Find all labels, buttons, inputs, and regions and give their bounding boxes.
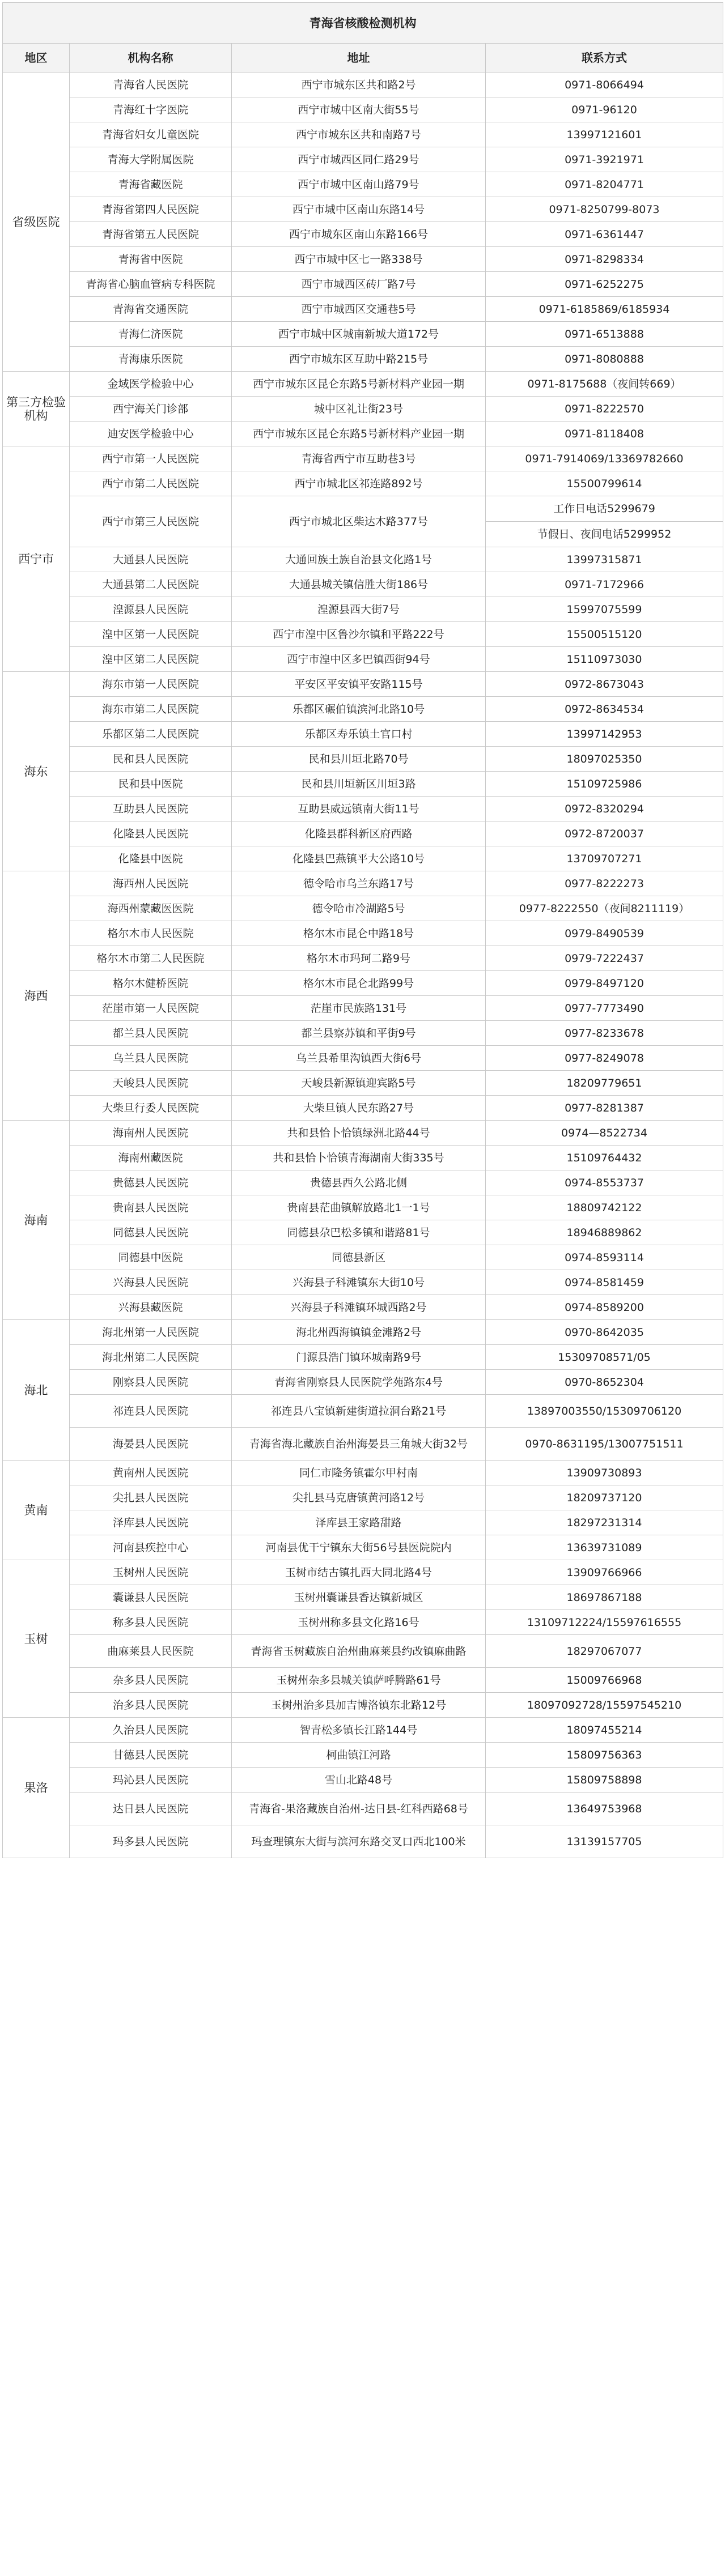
institution-name: 刚察县人民医院 (70, 1370, 232, 1395)
institution-contact: 0972-8673043 (486, 672, 723, 697)
table-row (3, 397, 723, 421)
institution-contact: 13639731089 (486, 1535, 723, 1560)
contact-holiday: 节假日、夜间电话5299952 (486, 521, 723, 547)
institution-contact: 0977-8222273 (486, 871, 723, 896)
contact-workday: 工作日电话5299679 (553, 503, 655, 515)
institution-contact: 18209779651 (486, 1071, 723, 1096)
institution-address: 城中区礼让街23号 (232, 397, 486, 421)
table-row (3, 722, 723, 747)
table-row (3, 122, 723, 147)
institution-contact: 0974-8589200 (486, 1295, 723, 1320)
table-row (3, 1270, 723, 1295)
table-row (3, 996, 723, 1021)
institution-name: 西宁市第三人民医院 (70, 496, 232, 547)
table-row (3, 672, 723, 697)
institution-name: 格尔木市人民医院 (70, 921, 232, 946)
institution-name: 青海省第四人民医院 (70, 197, 232, 222)
institution-address: 柯曲镇江河路 (232, 1743, 486, 1768)
institution-contact: 18097025350 (486, 747, 723, 772)
table-row (3, 1428, 723, 1461)
institution-name: 湟源县人民医院 (70, 597, 232, 622)
institution-contact: 0979-8490539 (486, 921, 723, 946)
institution-contact: 0971-6252275 (486, 272, 723, 297)
institution-address: 大柴旦镇人民东路27号 (232, 1096, 486, 1121)
table-row (3, 1792, 723, 1825)
table-row (3, 1096, 723, 1121)
table-row (3, 1510, 723, 1535)
table-row (3, 1825, 723, 1858)
institution-address: 门源县浩门镇环城南路9号 (232, 1345, 486, 1370)
institution-name: 大柴旦行委人民医院 (70, 1096, 232, 1121)
institution-contact: 0971-8204771 (486, 172, 723, 197)
table-row (3, 1021, 723, 1046)
institution-address: 西宁市城中区南大街55号 (232, 97, 486, 122)
institution-address: 乐都区寿乐镇土官口村 (232, 722, 486, 747)
institution-contact: 0977-7773490 (486, 996, 723, 1021)
institution-contact: 15809758898 (486, 1768, 723, 1792)
institution-name: 青海省中医院 (70, 247, 232, 272)
institution-name: 青海仁济医院 (70, 322, 232, 347)
institution-name: 青海省心脑血管病专科医院 (70, 272, 232, 297)
institution-address: 化隆县巴燕镇平大公路10号 (232, 846, 486, 871)
institution-address: 玉树州称多县文化路16号 (232, 1610, 486, 1635)
region-cell: 省级医院 (3, 73, 70, 372)
institution-contact: 0977-8281387 (486, 1096, 723, 1121)
table-row (3, 1046, 723, 1071)
institution-address: 大通回族土族自治县文化路1号 (232, 547, 486, 572)
institution-contact: 0971-8066494 (486, 73, 723, 97)
table-row (3, 896, 723, 921)
region-cell: 海东 (3, 672, 70, 871)
institution-contact: 18946889862 (486, 1220, 723, 1245)
institution-name: 泽库县人民医院 (70, 1510, 232, 1535)
institution-name: 祁连县人民医院 (70, 1395, 232, 1428)
institution-address: 西宁市城中区南山路79号 (232, 172, 486, 197)
institution-contact: 15309708571/05 (486, 1345, 723, 1370)
institution-address: 西宁市城北区祁连路892号 (232, 471, 486, 496)
institution-contact: 0970-8631195/13007751511 (486, 1428, 723, 1461)
institution-name: 湟中区第一人民医院 (70, 622, 232, 647)
table-row (3, 1461, 723, 1485)
region-cell: 第三方检验机构 (3, 372, 70, 446)
institution-address: 兴海县子科滩镇东大街10号 (232, 1270, 486, 1295)
table-row (3, 1195, 723, 1220)
institution-name: 格尔木市第二人民医院 (70, 946, 232, 971)
institution-name: 迪安医学检验中心 (70, 421, 232, 446)
institution-address: 西宁市城中区城南新城大道172号 (232, 322, 486, 347)
institution-contact: 15110973030 (486, 647, 723, 672)
institution-address: 同德县新区 (232, 1245, 486, 1270)
institution-contact (486, 496, 723, 547)
institution-contact: 0974—8522734 (486, 1121, 723, 1146)
institution-address: 青海省-果洛藏族自治州-达日县-红科西路68号 (232, 1792, 486, 1825)
institution-contact: 0970-8642035 (486, 1320, 723, 1345)
institution-address: 青海省海北藏族自治州海晏县三角城大街32号 (232, 1428, 486, 1461)
institution-contact: 13109712224/15597616555 (486, 1610, 723, 1635)
institution-name: 玛多县人民医院 (70, 1825, 232, 1858)
table-row (3, 1370, 723, 1395)
institution-contact: 15109764432 (486, 1146, 723, 1170)
region-cell: 玉树 (3, 1560, 70, 1718)
table-row (3, 322, 723, 347)
table-row (3, 247, 723, 272)
region-cell: 西宁市 (3, 446, 70, 672)
institution-contact: 0971-8298334 (486, 247, 723, 272)
institution-address: 茫崖市民族路131号 (232, 996, 486, 1021)
table-row (3, 1295, 723, 1320)
institution-name: 囊谦县人民医院 (70, 1585, 232, 1610)
institution-name: 茫崖市第一人民医院 (70, 996, 232, 1021)
table-row (3, 622, 723, 647)
table-row (3, 421, 723, 446)
institution-contact: 18097455214 (486, 1718, 723, 1743)
institution-address: 玉树市结古镇扎西大同北路4号 (232, 1560, 486, 1585)
institution-address: 德令哈市乌兰东路17号 (232, 871, 486, 896)
institution-address: 西宁市城东区共和南路7号 (232, 122, 486, 147)
institution-name: 青海省交通医院 (70, 297, 232, 322)
testing-institutions-table (2, 2, 723, 1858)
institution-name: 湟中区第二人民医院 (70, 647, 232, 672)
institution-name: 西宁市第一人民医院 (70, 446, 232, 471)
institution-name: 曲麻莱县人民医院 (70, 1635, 232, 1668)
table-row (3, 297, 723, 322)
institution-address: 西宁市城东区南山东路166号 (232, 222, 486, 247)
institution-contact: 0971-96120 (486, 97, 723, 122)
header-row (3, 44, 723, 73)
institution-name: 互助县人民医院 (70, 797, 232, 821)
institution-contact: 0979-8497120 (486, 971, 723, 996)
institution-address: 格尔木市昆仑北路99号 (232, 971, 486, 996)
institution-address: 泽库县王家路甜路 (232, 1510, 486, 1535)
table-row (3, 372, 723, 397)
institution-contact: 15997075599 (486, 597, 723, 622)
institution-contact: 0979-7222437 (486, 946, 723, 971)
institution-address: 平安区平安镇平安路115号 (232, 672, 486, 697)
institution-contact: 13997121601 (486, 122, 723, 147)
institution-name: 青海红十字医院 (70, 97, 232, 122)
institution-name: 大通县人民医院 (70, 547, 232, 572)
institution-contact: 0974-8593114 (486, 1245, 723, 1270)
institution-address: 乌兰县希里沟镇西大街6号 (232, 1046, 486, 1071)
institution-name: 海西州人民医院 (70, 871, 232, 896)
institution-contact: 0974-8553737 (486, 1170, 723, 1195)
institution-contact: 18809742122 (486, 1195, 723, 1220)
table-row (3, 871, 723, 896)
institution-contact: 18297067077 (486, 1635, 723, 1668)
institution-name: 青海省妇女儿童医院 (70, 122, 232, 147)
institution-name: 化隆县人民医院 (70, 821, 232, 846)
institution-address: 西宁市城西区同仁路29号 (232, 147, 486, 172)
institution-contact: 0971-8118408 (486, 421, 723, 446)
table-row (3, 172, 723, 197)
institution-address: 玉树州治多县加吉博洛镇东北路12号 (232, 1693, 486, 1718)
table-row (3, 1610, 723, 1635)
institution-name: 西宁市第二人民医院 (70, 471, 232, 496)
region-cell: 果洛 (3, 1718, 70, 1858)
table-row (3, 73, 723, 97)
table-row (3, 1395, 723, 1428)
institution-contact: 13997315871 (486, 547, 723, 572)
institution-contact: 0971-6513888 (486, 322, 723, 347)
institution-address: 雪山北路48号 (232, 1768, 486, 1792)
institution-contact: 0972-8634534 (486, 697, 723, 722)
table-row (3, 1718, 723, 1743)
institution-name: 海晏县人民医院 (70, 1428, 232, 1461)
institution-address: 祁连县八宝镇新建街道拉洞台路21号 (232, 1395, 486, 1428)
institution-contact: 0971-6185869/6185934 (486, 297, 723, 322)
institution-address: 西宁市湟中区多巴镇西街94号 (232, 647, 486, 672)
table-row (3, 1146, 723, 1170)
institution-address: 青海省西宁市互助巷3号 (232, 446, 486, 471)
table-row (3, 446, 723, 471)
institution-name: 青海省藏医院 (70, 172, 232, 197)
institution-name: 大通县第二人民医院 (70, 572, 232, 597)
institution-name: 金域医学检验中心 (70, 372, 232, 397)
table-row (3, 1071, 723, 1096)
table-row (3, 272, 723, 297)
table-row (3, 1585, 723, 1610)
institution-name: 贵南县人民医院 (70, 1195, 232, 1220)
institution-name: 青海康乐医院 (70, 347, 232, 372)
institution-name: 治多县人民医院 (70, 1693, 232, 1718)
table-row (3, 1668, 723, 1693)
institution-contact: 13709707271 (486, 846, 723, 871)
header-address: 地址 (232, 44, 486, 73)
institution-address: 民和县川垣北路70号 (232, 747, 486, 772)
institution-name: 海西州蒙藏医医院 (70, 896, 232, 921)
institution-name: 达日县人民医院 (70, 1792, 232, 1825)
institution-contact: 13897003550/15309706120 (486, 1395, 723, 1428)
institution-address: 格尔木市昆仑中路18号 (232, 921, 486, 946)
institution-contact: 13909730893 (486, 1461, 723, 1485)
institution-address: 西宁市城中区南山东路14号 (232, 197, 486, 222)
institution-address: 大通县城关镇信胜大街186号 (232, 572, 486, 597)
table-row (3, 222, 723, 247)
institution-contact: 18097092728/15597545210 (486, 1693, 723, 1718)
institution-contact: 15500515120 (486, 622, 723, 647)
table-row (3, 547, 723, 572)
institution-address: 西宁市湟中区鲁沙尔镇和平路222号 (232, 622, 486, 647)
institution-contact: 15109725986 (486, 772, 723, 797)
institution-contact: 0977-8233678 (486, 1021, 723, 1046)
table-title: 青海省核酸检测机构 (3, 3, 723, 44)
table-wrapper (2, 2, 723, 1858)
institution-contact: 18297231314 (486, 1510, 723, 1535)
institution-address: 西宁市城北区柴达木路377号 (232, 496, 486, 547)
institution-address: 西宁市城东区互助中路215号 (232, 347, 486, 372)
institution-name: 甘德县人民医院 (70, 1743, 232, 1768)
institution-name: 尖扎县人民医院 (70, 1485, 232, 1510)
institution-contact: 0974-8581459 (486, 1270, 723, 1295)
institution-contact: 0977-8222550（夜间8211119） (486, 896, 723, 921)
table-row (3, 1220, 723, 1245)
institution-contact: 13649753968 (486, 1792, 723, 1825)
institution-contact: 13997142953 (486, 722, 723, 747)
table-row (3, 496, 723, 547)
institution-name: 乌兰县人民医院 (70, 1046, 232, 1071)
institution-contact: 0971-6361447 (486, 222, 723, 247)
table-row (3, 1245, 723, 1270)
institution-address: 都兰县察苏镇和平街9号 (232, 1021, 486, 1046)
table-row (3, 797, 723, 821)
institution-name: 民和县中医院 (70, 772, 232, 797)
institution-name: 称多县人民医院 (70, 1610, 232, 1635)
table-row (3, 1743, 723, 1768)
table-row (3, 772, 723, 797)
institution-name: 青海大学附属医院 (70, 147, 232, 172)
institution-address: 乐都区碾伯镇滨河北路10号 (232, 697, 486, 722)
institution-name: 海东市第二人民医院 (70, 697, 232, 722)
institution-address: 化隆县群科新区府西路 (232, 821, 486, 846)
table-row (3, 197, 723, 222)
institution-address: 湟源县西大街7号 (232, 597, 486, 622)
institution-address: 西宁市城东区共和路2号 (232, 73, 486, 97)
institution-contact: 0971-7914069/13369782660 (486, 446, 723, 471)
table-row (3, 946, 723, 971)
header-region: 地区 (3, 44, 70, 73)
region-cell: 黄南 (3, 1461, 70, 1560)
institution-contact: 0971-8250799-8073 (486, 197, 723, 222)
institution-name: 乐都区第二人民医院 (70, 722, 232, 747)
institution-address: 西宁市城西区交通巷5号 (232, 297, 486, 322)
institution-address: 玛查理镇东大街与滨河东路交叉口西北100米 (232, 1825, 486, 1858)
institution-address: 同德县尕巴松多镇和谐路81号 (232, 1220, 486, 1245)
institution-name: 海北州第二人民医院 (70, 1345, 232, 1370)
institution-contact: 18697867188 (486, 1585, 723, 1610)
institution-contact: 0971-8175688（夜间转669） (486, 372, 723, 397)
institution-address: 玉树州杂多县城关镇萨呼腾路61号 (232, 1668, 486, 1693)
institution-name: 西宁海关门诊部 (70, 397, 232, 421)
institution-name: 化隆县中医院 (70, 846, 232, 871)
institution-name: 海南州人民医院 (70, 1121, 232, 1146)
table-row (3, 1121, 723, 1146)
institution-name: 青海省第五人民医院 (70, 222, 232, 247)
table-row (3, 1535, 723, 1560)
institution-name: 同德县人民医院 (70, 1220, 232, 1245)
table-row (3, 572, 723, 597)
table-row (3, 597, 723, 622)
table-row (3, 1560, 723, 1585)
institution-name: 黄南州人民医院 (70, 1461, 232, 1485)
table-body (3, 73, 723, 1858)
institution-address: 民和县川垣新区川垣3路 (232, 772, 486, 797)
region-cell: 海西 (3, 871, 70, 1121)
institution-address: 西宁市城中区七一路338号 (232, 247, 486, 272)
header-institution: 机构名称 (70, 44, 232, 73)
table-row (3, 471, 723, 496)
table-row (3, 747, 723, 772)
institution-address: 天峻县新源镇迎宾路5号 (232, 1071, 486, 1096)
institution-address: 共和县恰卜恰镇青海湖南大街335号 (232, 1146, 486, 1170)
institution-address: 海北州西海镇镇金滩路2号 (232, 1320, 486, 1345)
institution-contact: 0972-8720037 (486, 821, 723, 846)
region-cell: 海北 (3, 1320, 70, 1461)
institution-address: 河南县优干宁镇东大街56号县医院院内 (232, 1535, 486, 1560)
table-row (3, 921, 723, 946)
table-row (3, 97, 723, 122)
institution-contact: 0972-8320294 (486, 797, 723, 821)
table-row (3, 846, 723, 871)
table-row (3, 971, 723, 996)
institution-name: 天峻县人民医院 (70, 1071, 232, 1096)
institution-address: 西宁市城东区昆仑东路5号新材料产业园一期 (232, 372, 486, 397)
institution-name: 民和县人民医院 (70, 747, 232, 772)
table-row (3, 1693, 723, 1718)
institution-name: 海东市第一人民医院 (70, 672, 232, 697)
institution-address: 兴海县子科滩镇环城西路2号 (232, 1295, 486, 1320)
institution-address: 青海省刚察县人民医院学苑路东4号 (232, 1370, 486, 1395)
institution-name: 海南州藏医院 (70, 1146, 232, 1170)
institution-address: 玉树州囊谦县香达镇新城区 (232, 1585, 486, 1610)
institution-address: 同仁市隆务镇霍尔甲村南 (232, 1461, 486, 1485)
institution-contact: 18209737120 (486, 1485, 723, 1510)
institution-contact: 13909766966 (486, 1560, 723, 1585)
institution-name: 格尔木健桥医院 (70, 971, 232, 996)
institution-name: 都兰县人民医院 (70, 1021, 232, 1046)
institution-address: 贵德县西久公路北侧 (232, 1170, 486, 1195)
institution-name: 河南县疾控中心 (70, 1535, 232, 1560)
table-row (3, 1170, 723, 1195)
institution-name: 杂多县人民医院 (70, 1668, 232, 1693)
institution-contact: 0971-3921971 (486, 147, 723, 172)
table-row (3, 697, 723, 722)
institution-address: 西宁市城西区砖厂路7号 (232, 272, 486, 297)
institution-name: 久治县人民医院 (70, 1718, 232, 1743)
institution-contact: 15009766968 (486, 1668, 723, 1693)
institution-contact: 0971-8222570 (486, 397, 723, 421)
institution-address: 尖扎县马克唐镇黄河路12号 (232, 1485, 486, 1510)
institution-name: 兴海县人民医院 (70, 1270, 232, 1295)
table-row (3, 821, 723, 846)
institution-contact: 0970-8652304 (486, 1370, 723, 1395)
table-row (3, 1345, 723, 1370)
institution-address: 互助县威远镇南大街11号 (232, 797, 486, 821)
table-row (3, 1485, 723, 1510)
institution-name: 玉树州人民医院 (70, 1560, 232, 1585)
table-row (3, 1768, 723, 1792)
institution-address: 格尔木市玛珂二路9号 (232, 946, 486, 971)
institution-contact: 13139157705 (486, 1825, 723, 1858)
institution-address: 青海省玉树藏族自治州曲麻莱县约改镇麻曲路 (232, 1635, 486, 1668)
institution-contact: 15809756363 (486, 1743, 723, 1768)
table-row (3, 1635, 723, 1668)
region-cell: 海南 (3, 1121, 70, 1320)
institution-name: 青海省人民医院 (70, 73, 232, 97)
header-contact: 联系方式 (486, 44, 723, 73)
institution-address: 德令哈市冷湖路5号 (232, 896, 486, 921)
institution-address: 贵南县茫曲镇解放路北1一1号 (232, 1195, 486, 1220)
institution-name: 兴海县藏医院 (70, 1295, 232, 1320)
institution-name: 同德县中医院 (70, 1245, 232, 1270)
table-row (3, 647, 723, 672)
table-row (3, 1320, 723, 1345)
institution-name: 玛沁县人民医院 (70, 1768, 232, 1792)
institution-contact: 0977-8249078 (486, 1046, 723, 1071)
institution-contact: 15500799614 (486, 471, 723, 496)
table-row (3, 147, 723, 172)
table-row (3, 347, 723, 372)
institution-address: 西宁市城东区昆仑东路5号新材料产业园一期 (232, 421, 486, 446)
institution-name: 贵德县人民医院 (70, 1170, 232, 1195)
institution-contact: 0971-8080888 (486, 347, 723, 372)
institution-name: 海北州第一人民医院 (70, 1320, 232, 1345)
institution-contact: 0971-7172966 (486, 572, 723, 597)
institution-address: 智青松多镇长江路144号 (232, 1718, 486, 1743)
institution-address: 共和县恰卜恰镇绿洲北路44号 (232, 1121, 486, 1146)
